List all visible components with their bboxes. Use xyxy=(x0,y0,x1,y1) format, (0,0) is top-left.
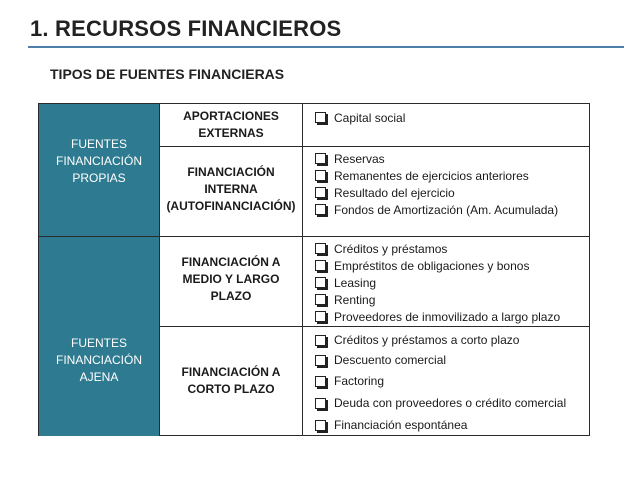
type-medio-largo-plazo: FINANCIACIÓN A MEDIO Y LARGO PLAZO xyxy=(160,237,303,327)
item-label: Leasing xyxy=(334,275,377,290)
list-item xyxy=(315,184,589,201)
checkbox-bullet-icon xyxy=(315,170,326,181)
item-label: Reservas xyxy=(334,151,385,166)
group-label-ajena: FUENTES FINANCIACIÓN AJENA xyxy=(55,336,142,384)
financing-sources-table xyxy=(38,103,590,436)
checkbox-bullet-icon xyxy=(315,398,326,409)
group-cell-ajena xyxy=(39,237,160,436)
list-item xyxy=(315,308,589,325)
item-label: Resultado del ejercicio xyxy=(334,185,455,200)
list-item xyxy=(315,109,589,126)
list-item xyxy=(315,167,589,184)
checkbox-bullet-icon xyxy=(315,376,326,387)
item-label: Factoring xyxy=(334,374,385,388)
title-underline xyxy=(28,46,624,48)
checkbox-bullet-icon xyxy=(315,277,326,288)
list-item xyxy=(315,330,589,350)
item-label: Proveedores de inmovilizado a largo plazo xyxy=(334,309,561,324)
list-item xyxy=(315,392,589,414)
item-label: Empréstitos de obligaciones y bonos xyxy=(334,258,530,273)
checkbox-bullet-icon xyxy=(315,420,326,431)
checkbox-bullet-icon xyxy=(315,204,326,215)
list-item xyxy=(315,201,589,218)
checkbox-bullet-icon xyxy=(315,294,326,305)
list-item xyxy=(315,370,589,392)
page-title: 1. RECURSOS FINANCIEROS xyxy=(30,16,342,41)
item-label: Renting xyxy=(334,292,376,307)
item-label: Descuento comercial xyxy=(334,353,447,367)
item-label: Créditos y préstamos xyxy=(334,241,448,256)
section-subtitle: TIPOS DE FUENTES FINANCIERAS xyxy=(50,66,285,82)
type-financiacion-interna: FINANCIACIÓN INTERNA (AUTOFINANCIACIÓN) xyxy=(160,147,303,237)
list-item xyxy=(315,150,589,167)
item-label: Financiación espontánea xyxy=(334,418,468,432)
checkbox-bullet-icon xyxy=(315,112,326,123)
checkbox-bullet-icon xyxy=(315,355,326,366)
items-aportaciones-externas xyxy=(303,104,589,147)
checkbox-bullet-icon xyxy=(315,311,326,322)
checkbox-bullet-icon xyxy=(315,335,326,346)
list-item xyxy=(315,274,589,291)
items-medio-largo-plazo xyxy=(303,237,589,327)
type-corto-plazo: FINANCIACIÓN A CORTO PLAZO xyxy=(160,327,303,436)
group-cell-propias xyxy=(39,104,160,237)
item-label: Fondos de Amortización (Am. Acumulada) xyxy=(334,202,559,217)
group-label-propias: FUENTES FINANCIACIÓN PROPIAS xyxy=(55,136,142,185)
items-financiacion-interna xyxy=(303,147,589,237)
item-label: Créditos y préstamos a corto plazo xyxy=(334,333,520,347)
list-item xyxy=(315,240,589,257)
items-corto-plazo xyxy=(303,327,589,436)
checkbox-bullet-icon xyxy=(315,153,326,164)
list-item xyxy=(315,257,589,274)
item-label: Deuda con proveedores o crédito comercial xyxy=(334,396,567,410)
checkbox-bullet-icon xyxy=(315,243,326,254)
list-item xyxy=(315,414,589,436)
item-label: Remanentes de ejercicios anteriores xyxy=(334,168,529,183)
item-label: Capital social xyxy=(334,110,406,125)
list-item xyxy=(315,350,589,370)
type-aportaciones-externas: APORTACIONES EXTERNAS xyxy=(160,104,303,147)
checkbox-bullet-icon xyxy=(315,187,326,198)
list-item xyxy=(315,291,589,308)
checkbox-bullet-icon xyxy=(315,260,326,271)
